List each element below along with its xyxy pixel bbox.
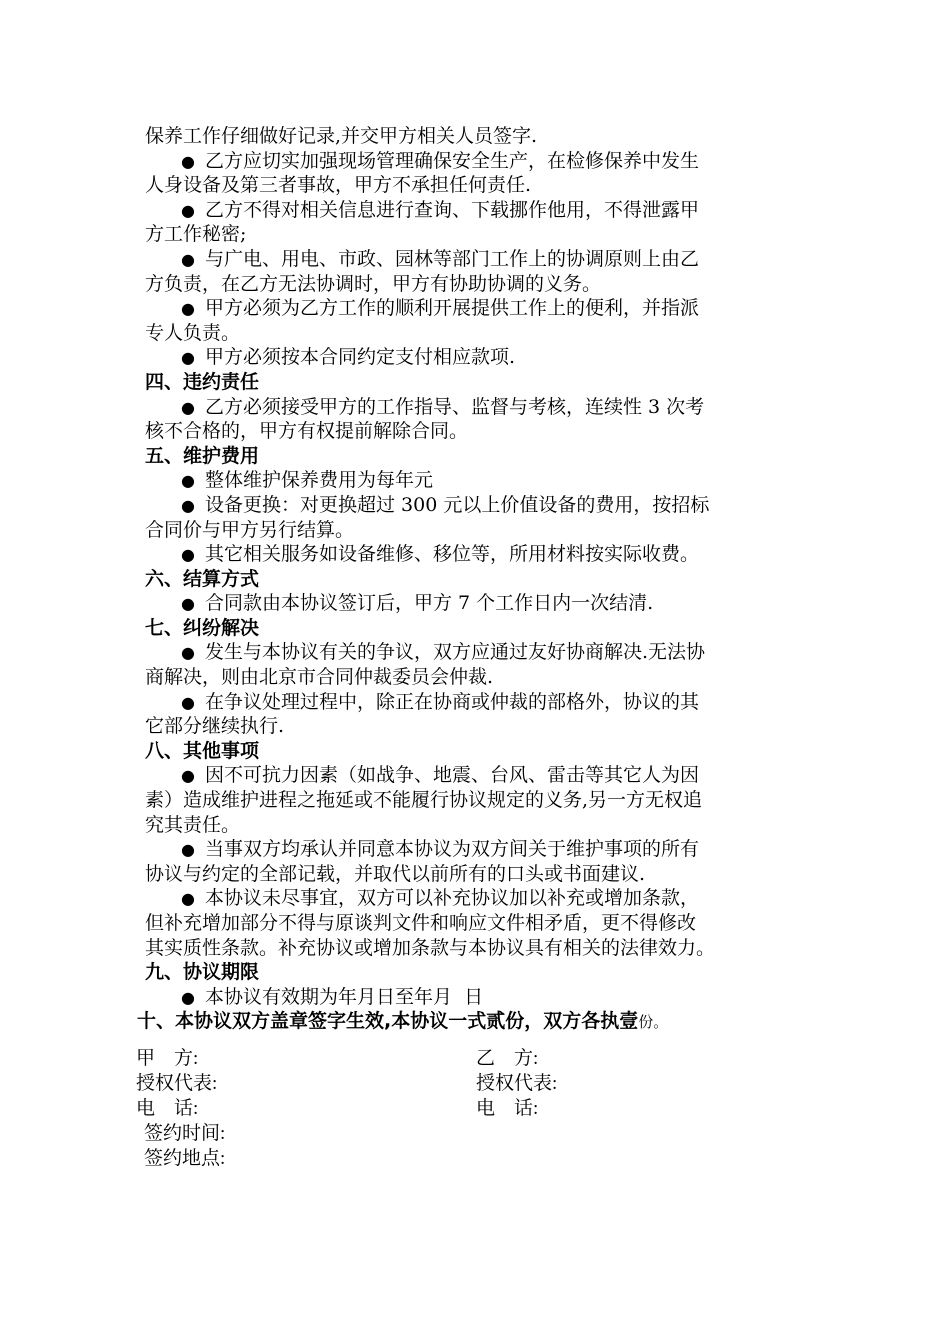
sec8-bullets-item-0-line-2 xyxy=(145,813,810,838)
paragraph-text: 协议与约定的全部记载，并取代以前所有的口头或书面建议. xyxy=(145,862,646,885)
sign-place-label: 签约地点: xyxy=(144,1148,226,1169)
sec7-bullets-item-0-line-0 xyxy=(145,640,810,665)
paragraph-text: 人身设备及第三者事故，甲方不承担任何责任. xyxy=(145,174,532,197)
sec4-bullets-item-0-line-1 xyxy=(145,419,810,444)
sec9-title-heading: 九、协议期限 xyxy=(145,961,260,984)
paragraph-text: 乙方不得对相关信息进行查询、下载挪作他用，不得泄露甲 xyxy=(205,198,700,221)
party-row xyxy=(136,1046,696,1071)
bullet-icon: ● xyxy=(181,471,195,491)
paragraph-text: 乙方必须接受甲方的工作指导、监督与考核，连续性 3 次考 xyxy=(205,395,705,418)
paragraph-text: 整体维护保养费用为每年元 xyxy=(205,469,434,492)
party-b-label: 乙 方: xyxy=(476,1048,539,1069)
bullet-icon: ● xyxy=(181,397,195,417)
sec5-bullets-item-1-line-0 xyxy=(145,493,810,518)
bullet-icon: ● xyxy=(181,348,195,368)
paragraph-text: 在争议处理过程中，除正在协商或仲裁的部格外，协议的其 xyxy=(205,690,700,713)
sec3-bullets-item-4-line-0 xyxy=(145,345,810,370)
sec8-bullets-item-0-line-0 xyxy=(145,763,810,788)
sec3-bullets-item-2-line-0 xyxy=(145,247,810,272)
bullet-icon: ● xyxy=(181,545,195,565)
sec3-bullets-item-1-line-1 xyxy=(145,222,810,247)
bullet-icon: ● xyxy=(181,200,195,220)
signature-block xyxy=(136,1046,696,1171)
paragraph-text: 但补充增加部分不得与原谈判文件和响应文件相矛盾，更不得修改 xyxy=(145,912,697,934)
sec7-bullets-item-0-line-1 xyxy=(145,665,810,690)
sec3-bullets-item-3-line-0 xyxy=(145,296,810,321)
bullet-icon: ● xyxy=(181,643,195,663)
section-10-tail-text: 份。 xyxy=(638,1013,669,1032)
paragraph-text: 发生与本协议有关的争议，双方应通过友好协商解决.无法协 xyxy=(205,641,706,664)
sec8-bullets-item-2-line-1 xyxy=(145,911,810,936)
party-a-label: 甲 方: xyxy=(136,1048,199,1069)
sec8-bullets-item-2-line-2 xyxy=(145,936,810,961)
sign-time-label: 签约时间: xyxy=(144,1123,226,1144)
paragraph-text: 乙方应切实加强现场管理确保安全生产，在检修保养中发生 xyxy=(205,149,700,172)
paragraph-text: 方工作秘密; xyxy=(145,223,247,246)
sign-place-row xyxy=(136,1146,696,1171)
sec8-bullets-item-1-line-1 xyxy=(145,862,810,887)
paragraph-text: 它部分继续执行. xyxy=(145,715,285,738)
sec5-bullets-item-2-line-0 xyxy=(145,542,810,567)
sec8-bullets-item-1-line-0 xyxy=(145,837,810,862)
paragraph-text: 甲方必须按本合同约定支付相应款项. xyxy=(205,346,516,369)
bullet-icon: ● xyxy=(181,151,195,171)
sec9-bullets-item-0-line-0 xyxy=(145,985,810,1010)
sec7-title-heading: 七、纠纷解决 xyxy=(145,616,260,639)
paragraph-text: 设备更换：对更换超过 300 元以上价值设备的费用，按招标 xyxy=(205,493,710,516)
phone-b-label: 电 话: xyxy=(476,1098,539,1119)
contract-body xyxy=(137,124,810,1033)
section-10-main-text: 十、本协议双方盖章签字生效,本协议一式贰份，双方各执壹 xyxy=(137,1010,639,1033)
bullet-icon: ● xyxy=(181,299,195,319)
sec5-bullets-item-1-line-1 xyxy=(145,518,810,543)
representative-row xyxy=(136,1071,696,1096)
bullet-icon: ● xyxy=(181,987,195,1007)
bullet-icon: ● xyxy=(181,249,195,269)
rep-b-label: 授权代表: xyxy=(476,1073,558,1094)
paragraph-text: 核不合格的，甲方有权提前解除合同。 xyxy=(145,420,469,443)
bullet-icon: ● xyxy=(181,766,195,786)
sec3-bullets-item-1-line-0 xyxy=(145,198,810,223)
bullet-icon: ● xyxy=(181,495,195,515)
sec8-title-heading: 八、其他事项 xyxy=(145,739,260,762)
paragraph-text: 因不可抗力因素（如战争、地震、台风、雷击等其它人为因 xyxy=(205,764,700,787)
paragraph-text: 其它相关服务如设备维修、移位等，所用材料按实际收费。 xyxy=(205,543,700,566)
sec3-bullets-item-3-line-1 xyxy=(145,321,810,346)
paragraph-text: 商解决，则由北京市合同仲裁委员会仲裁. xyxy=(145,666,494,689)
sec6-title-heading: 六、结算方式 xyxy=(145,567,260,590)
bullet-icon: ● xyxy=(181,889,195,909)
sec5-bullets-item-0-line-0 xyxy=(145,468,810,493)
sec3-bullets-item-2-line-1 xyxy=(145,272,810,297)
paragraph-text: 方负责，在乙方无法协调时，甲方有协助协调的义务。 xyxy=(145,272,602,295)
paragraph-text: 究其责任。 xyxy=(145,813,241,836)
sec3-bullets-item-0-line-0 xyxy=(145,149,810,174)
paragraph-text: 其实质性条款。补充协议或增加条款与本协议具有相关的法律效力。 xyxy=(145,936,716,959)
bullet-icon: ● xyxy=(181,840,195,860)
section-10-statement xyxy=(137,1009,810,1033)
paragraph-text: 本协议有效期为年月日至年月 日 xyxy=(205,985,484,1008)
sec7-bullets-item-1-line-1 xyxy=(145,714,810,739)
paragraph-text: 本协议未尽事宜，双方可以补充协议加以补充或增加条款， xyxy=(205,887,700,910)
sign-time-row xyxy=(136,1121,696,1146)
paragraph-text: 素）造成维护进程之拖延或不能履行协议规定的义务,另一方无权追 xyxy=(145,789,703,812)
sec8-bullets-item-0-line-1 xyxy=(145,788,810,813)
sec6-bullets-item-0-line-0 xyxy=(145,591,810,616)
sec8-bullets-item-2-line-0 xyxy=(145,886,810,911)
paragraph-text: 合同价与甲方另行结算。 xyxy=(145,518,355,541)
paragraph-text: 合同款由本协议签订后，甲方 7 个工作日内一次结清. xyxy=(205,592,654,615)
rep-a-label: 授权代表: xyxy=(136,1073,218,1094)
continuation-line: 保养工作仔细做好记录,并交甲方相关人员签字. xyxy=(145,125,538,147)
sec3-bullets-item-0-line-1 xyxy=(145,173,810,198)
paragraph-text: 专人负责。 xyxy=(145,321,241,344)
bullet-icon: ● xyxy=(181,692,195,712)
sec4-title-heading: 四、违约责任 xyxy=(145,370,260,393)
sec5-title-heading: 五、维护费用 xyxy=(145,444,260,467)
phone-a-label: 电 话: xyxy=(136,1098,199,1119)
phone-row xyxy=(136,1096,696,1121)
sec7-bullets-item-1-line-0 xyxy=(145,690,810,715)
paragraph-text: 当事双方均承认并同意本协议为双方间关于维护事项的所有 xyxy=(205,838,700,861)
bullet-icon: ● xyxy=(181,594,195,614)
paragraph-text: 甲方必须为乙方工作的顺利开展提供工作上的便利，并指派 xyxy=(205,297,700,320)
paragraph-text: 与广电、用电、市政、园林等部门工作上的协调原则上由乙 xyxy=(205,247,700,270)
sec4-bullets-item-0-line-0 xyxy=(145,395,810,420)
